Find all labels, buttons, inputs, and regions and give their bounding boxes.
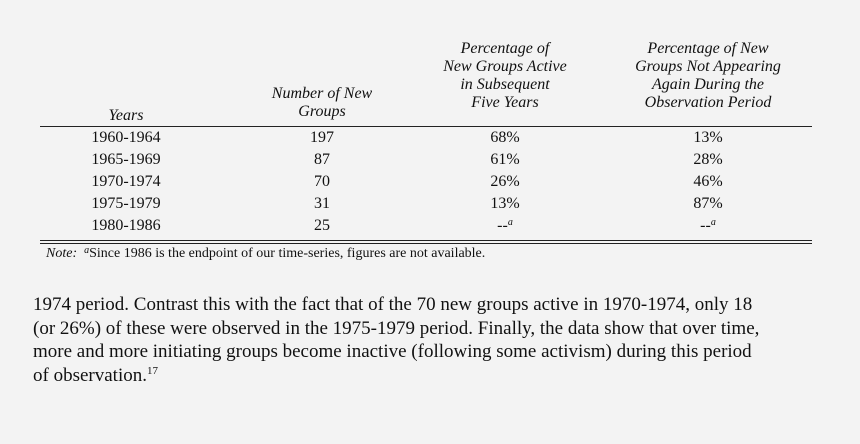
paragraph-line: (or 26%) of these were observed in the 1975-1979 period. Finally, the data show that over time,	[33, 317, 760, 339]
paragraph-line: 1974 period. Contrast this with the fact that of the 70 new groups active in 1970-1974, only 18	[33, 294, 753, 315]
header-number-line: Number of New	[271, 85, 373, 102]
header-active-line: New Groups Active	[443, 58, 567, 75]
header-not-appearing	[608, 40, 808, 112]
cell-not-appearing	[628, 215, 788, 237]
header-not-appearing-line: Percentage of New	[647, 40, 769, 57]
note-mark: a	[84, 245, 90, 256]
cell-number: 197	[310, 129, 334, 146]
table-row	[0, 215, 860, 237]
cell-active: 26%	[490, 173, 520, 190]
paragraph-line-last	[33, 364, 833, 388]
cell-number: 31	[314, 195, 330, 212]
cell-years: 1965-1969	[91, 151, 161, 168]
note-text: Since 1986 is the endpoint of our time-series, figures are not available.	[89, 246, 486, 261]
header-not-appearing-line: Observation Period	[644, 94, 772, 111]
cell-number: 70	[314, 173, 330, 190]
paragraph-line-text: of observation.	[33, 364, 147, 386]
header-active-line: Percentage of	[460, 40, 550, 57]
cell-number: 87	[314, 151, 330, 168]
header-not-appearing-line: Groups Not Appearing	[635, 58, 781, 75]
header-active-line: in Subsequent	[460, 76, 550, 93]
cell-active: 61%	[490, 151, 520, 168]
header-years-line: Years	[108, 107, 144, 124]
table-row	[0, 149, 860, 171]
cell-years: 1975-1979	[91, 195, 161, 212]
table-row	[0, 171, 860, 193]
header-number	[242, 85, 402, 121]
table-bottom-rule	[40, 243, 812, 244]
cell-not-appearing: 46%	[693, 173, 723, 190]
note-label: Note:	[46, 246, 78, 261]
header-active-line: Five Years	[471, 94, 539, 111]
footnote-mark: a	[507, 217, 513, 228]
cell-not-appearing: 13%	[693, 129, 723, 146]
table-row	[0, 127, 860, 149]
table-note	[46, 245, 485, 263]
cell-years: 1960-1964	[91, 129, 161, 146]
footnote-reference: 17	[146, 364, 158, 377]
cell-years: 1980-1986	[91, 217, 161, 234]
body-paragraph	[33, 293, 833, 387]
cell-active	[430, 215, 580, 237]
cell-active: 68%	[490, 129, 520, 146]
header-not-appearing-line: Again During the	[652, 76, 764, 93]
table-bottom-rule	[40, 240, 812, 241]
cell-not-appearing-value: --	[700, 217, 711, 234]
cell-not-appearing: 87%	[693, 195, 723, 212]
cell-number: 25	[314, 217, 330, 234]
header-years	[56, 107, 196, 125]
table-row	[0, 193, 860, 215]
cell-active: 13%	[490, 195, 520, 212]
cell-years: 1970-1974	[91, 173, 161, 190]
cell-active-value: --	[497, 217, 508, 234]
header-active	[415, 40, 595, 112]
header-number-line: Groups	[298, 103, 346, 120]
cell-not-appearing: 28%	[693, 151, 723, 168]
footnote-mark: a	[710, 217, 716, 228]
paragraph-line: more and more initiating groups become inactive (following some activism) during this period	[33, 341, 752, 362]
